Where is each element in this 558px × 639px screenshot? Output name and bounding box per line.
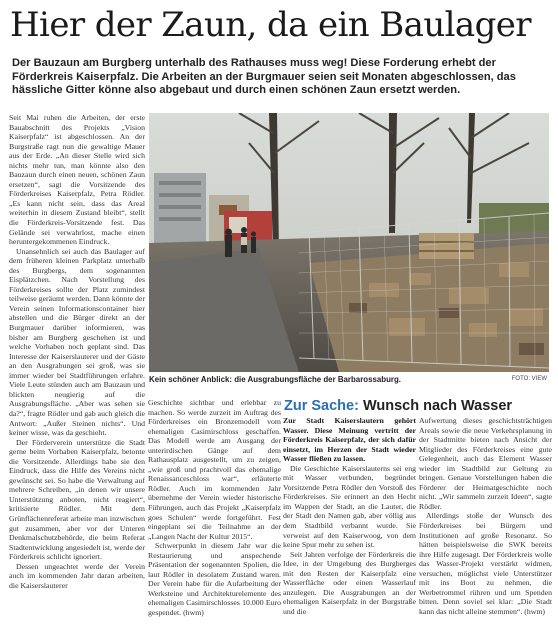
news-photo <box>149 113 549 372</box>
sidebar-title: Wunsch nach Wasser <box>362 398 513 414</box>
sidebar-paragraph: Allerdings stoße der Wunsch des Förderkreises bei Bürgern und Institutionen auf große Resonanz. So hätten beispielsweise die SWK bereits ihre Hilfe zugesagt. Der Förderkreis wolle das Wasser-Projekt verstärkt widmen, versuchen, möglichst viele Unterstützer mit ins Boot zu nehmen, die Werbetrommel rühren und um Spenden bitten. Denn soviel sei klar: „Die Stadt kann das nicht alleine stemmen“. (hwm) <box>419 511 552 616</box>
article-column-2 <box>148 398 281 618</box>
photo-caption <box>149 375 549 389</box>
article-paragraph: Geschichte sichtbar und erlebbar zu machen. So werde zurzeit im Auftrag des Förderkreises ein Bronzemodell vom ehemaligen Casimirschloss geschaffen. Das Modell werde am Ausgang der unterirdischen Gänge auf dem Rathausplatz ausgestellt, um zu zeigen, „wie groß und prachtvoll das ehemalige Renaissanceschloss war“, erläuterte Rödler. Auch im kommenden Jahr übernehme der Verein wieder historische Führungen, auch das Projekt „Kaiserpfalz goes Schulen“ werde fortgeführt. Fest eingeplant sei die Teilnahme an der „Langen Nacht der Kultur 2015“. <box>148 398 281 541</box>
photo-credit: FOTO: VIEW <box>511 376 547 382</box>
article-paragraph: Schwerpunkt in diesem Jahr war die Restaurierung und anspechende Präsentation der sogenannten Spolien, die laut Rödler in desolatem Zustand waren. Der Verein habe für die Aufarbeitung der Werksteine und Architekturelemente des ehemaligen Casimirschlosses 10.000 Euro gespendet. (hwm) <box>148 541 281 618</box>
article-paragraph: Unansehnlich sei auch das Baulager auf dem früheren kleinen Parkplatz unterhalb des Burgbergs, dem sogenannten Eisplätzchen. Nach Vorstellung des Förderkreises sollte der Platz zumindest teilweise geräumt werden. Dann könnte der Verein seinen Informationscontainer hier abstellen und die Bürger direkt an der Burgmauer darüber informieren, was bisher am Burgberg geschehen ist und welche Vorhaben noch geplant sind. Das Interesse der Kaiserslauterer und der Gäste an den Ausgrabungen sei groß, was sie immer wieder bei Stadtführungen erfahre. Viele Leute stünden auch am Bauzaun und blickten neugierig auf die Ausgrabungsfläche. „Aber was sehen sie da?“, fragte Rödler und gab auch gleich die Antwort: „Außer Steinen nichts“. Und keiner wisse, was da geschieht. <box>9 246 145 438</box>
sidebar-column-1 <box>283 416 416 616</box>
sidebar-paragraph: Seit Jahren verfolge der Förderkreis die Idee, in der Umgebung des Burgberges mit den Resten der Kaiserpfalz eine Wasserfläche oder einen Wasserlauf anzulegen. Die Ausgrabungen an der ehemaligen Kaiserpfalz in der Burgstraße und die <box>283 549 416 616</box>
sidebar-kicker: Zur Sache: <box>284 398 359 414</box>
sidebar-paragraph: Aufwertung dieses geschichtsträchtigen Areals sowie die neue Verkehrsplanung in der Stadtmitte bieten nach Ansicht der Mitglieder des Förderkreises eine gute Gelegenheit, auch das Element Wasser wieder im Stadtbild zur Geltung zu bringen. Genaue Vorstellungen haben die Förderer der Heimatgeschichte noch nicht. „Wir sammeln zurzeit Ideen“, sagte Rödler. <box>419 416 552 511</box>
lead-paragraph: Der Bauzaun am Burgberg unterhalb des Rathauses muss weg! Diese Forderung erhebt der Förderkreis Kaiserpfalz. Die Arbeiten an der Burgmauer seien seit Monaten abgeschlossen, das hässliche Gitter könne also abgebaut und durch einen schönen Zaun ersetzt werden. <box>12 57 516 97</box>
article-paragraph: Der Förderverein unterstütze die Stadt gerne beim Vorhaben Kaiserpfalz, betonte die Vorsitzende. Allerdings habe sie den Eindruck, dass die Hilfe des Vereins nicht gewünscht sei. So habe die Verwaltung auf mehrere Schreiben, „in denen wir unsere Unterstützung anboten, nicht reagiert“, kritisierte Rödler. Mit dem Grünflächenreferat arbeite man inzwischen gut zusammen, aber vor der Unteren Denkmalschutzbehörde, die beim Referat Stadtentwicklung angesiedelt ist, werde der Förderkreis schlicht ignoriert. <box>9 437 145 562</box>
article-paragraph: Seit Mai ruhen die Arbeiten, der erste Bauabschnitt des Projekts „Vision Kaiserpfalz“ ist abgeschlossen. An der Burgstraße ragt nun die gewaltige Mauer aus der Erde. „An dieser Stelle wird sich nichts mehr tun, man könnte also den Bauzaun durch einen neuen, schönen Zaun ersetzen“, sagt die Vorsitzende des Förderkreises Kaiserpfalz, Petra Rödler. „Es kann nicht sein, dass das Areal weiterhin in diesem Zustand bleibt“, stellt die Förderkreis-Vorsitzende fest. Das Gelände sei verwahrlost, mache einen heruntergekommenen Eindruck. <box>9 113 145 247</box>
sidebar-paragraph: Die Geschichte Kaiserslauterns sei eng mit Wasser verbunden, begründet Vorsitzende Petra Rödler den Vorstoß des Förderkreises. Sie erinnert an den Hecht im Wappen der Stadt, an die Lauter, die der Stadt den Namen gab, aber völlig aus dem Stadtbild verbannt wurde. Sie verweist auf den Kaiserwoog, von dem keine Spur mehr zu sehen ist. <box>283 463 416 550</box>
sidebar-headline <box>284 397 552 415</box>
article-column-1 <box>9 113 145 590</box>
headline: Hier der Zaun, da ein Baulager <box>10 5 531 45</box>
sidebar-column-2 <box>419 416 552 616</box>
caption-text: Kein schöner Anblick: die Ausgrabungsfläche der Barbarossaburg. <box>149 375 401 384</box>
sidebar-intro: Zur Stadt Kaiserslautern gehört Wasser. Diese Meinung vertritt der Förderkreis Kaiserpfalz, der sich dafür einsetzt, im Herzen der Stadt wieder Wasser fließen zu lassen. <box>283 416 416 464</box>
article-paragraph: Dessen ungeachtet werde der Verein auch im kommenden Jahr daran arbeiten, die Kaiserslauterer <box>9 561 145 590</box>
